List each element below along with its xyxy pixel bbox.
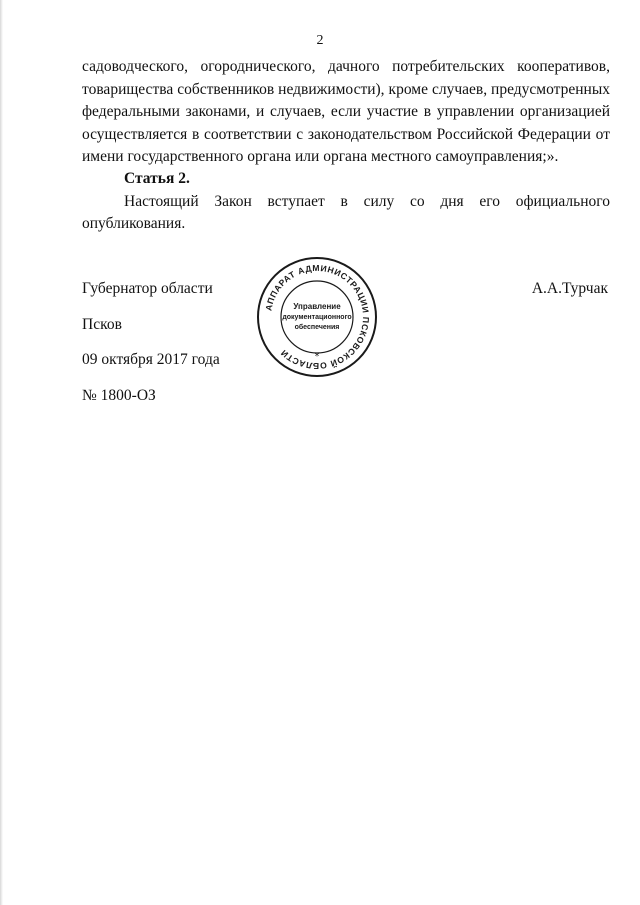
stamp-seal-icon [255, 255, 379, 379]
body-line: имени государственного органа или органа местного самоуправления;». [82, 148, 559, 165]
stamp-center-line: обеспечения [294, 324, 340, 331]
body-line: федеральными законами, и случаев, если участие в управлении организацией [82, 103, 610, 120]
stamp-star-icon: * [314, 352, 320, 362]
article-2 [82, 168, 610, 236]
stamp-ring-text: АППАРАТ АДМИНИСТРАЦИИ ПСКОВСКОЙ ОБЛАСТИ [263, 262, 372, 372]
body-line: товарищества собственников недвижимости), кроме случаев, предусмотренных [82, 80, 610, 98]
article-heading: Статья 2. [124, 170, 190, 187]
signing-city: Псков [82, 316, 122, 333]
stamp-center-line: документационного [282, 314, 352, 321]
article-line: опубликования. [82, 215, 186, 232]
law-number: № 1800-ОЗ [82, 387, 156, 404]
signing-date: 09 октября 2017 года [82, 351, 220, 368]
stamp-center-line: Управление [293, 302, 341, 311]
page-number: 2 [316, 33, 324, 48]
body-line: садоводческого, огороднического, дачного потребительских кооперативов, [82, 58, 610, 75]
scan-edge [0, 0, 3, 905]
official-stamp [255, 255, 379, 379]
article-line: Настоящий Закон вступает в силу со дня его официального [124, 192, 610, 210]
signatory-name: А.А.Турчак [531, 280, 608, 297]
body-line: осуществляется в соответствии с законодательством Российской Федерации от [82, 125, 610, 143]
body-paragraph [82, 56, 610, 169]
signatory-position: Губернатор области [82, 280, 213, 297]
